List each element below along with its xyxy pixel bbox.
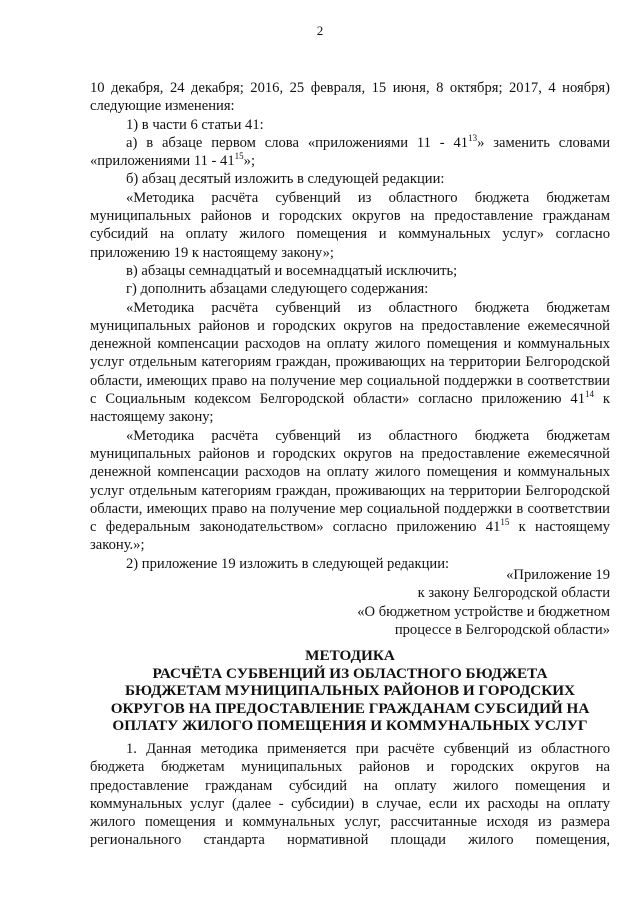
- paragraph-methodology-41-15: «Методика расчёта субвенций из областного бюджета бюджетам муниципальных районов и городских округов на предоставление ежемесячной денежной компенсации расходов на оплату жилого помещения и коммунальных услуг отдельным категориям граждан, проживающих на территории Белгородской области, имеющих право на получение мер социальной поддержки в соответствии с федеральным законодательством» согласно приложению $41^{15}$ к настоящему закону.»;: [90, 427, 610, 554]
- appendix-header: [210, 566, 610, 639]
- methodology-title: [80, 647, 620, 735]
- title-line: ОКРУГОВ НА ПРЕДОСТАВЛЕНИЕ ГРАЖДАНАМ СУБСИДИЙ НА: [110, 699, 590, 717]
- paragraph-intro: 10 декабря, 24 декабря; 2016, 25 февраля, 15 июня, 8 октября; 2017, 4 ноября) следующие изменения:: [90, 80, 610, 115]
- title-line: РАСЧЁТА СУБВЕНЦИЙ ИЗ ОБЛАСТНОГО БЮДЖЕТА: [152, 664, 548, 682]
- methodology-paragraph-1: 1. Данная методика применяется при расчёте субвенций из областного бюджета бюджетам муниципальных районов и городских округов на предоставление гражданам субсидий на оплату жилого помещения и коммунальных услуг (далее - субсидии) в случае, если их расходы на оплату жилого помещения и коммунальных услуг, рассчитанные исходя из размера регионального стандарта нормативной площади жилого помещения,: [90, 741, 610, 849]
- title-line: МЕТОДИКА: [305, 647, 395, 664]
- title-line: ОПЛАТУ ЖИЛОГО ПОМЕЩЕНИЯ И КОММУНАЛЬНЫХ УСЛУГ: [112, 717, 588, 735]
- paragraph-b: б) абзац десятый изложить в следующей редакции:: [126, 171, 445, 188]
- paragraph-v: в) абзацы семнадцатый и восемнадцатый исключить;: [126, 262, 458, 279]
- paragraph-methodology-41-14: «Методика расчёта субвенций из областного бюджета бюджетам муниципальных районов и городских округов на предоставление ежемесячной денежной компенсации расходов на оплату жилого помещения и коммунальных услуг отдельным категориям граждан, проживающих на территории Белгородской области, имеющих право на получение мер социальной поддержки в соответствии с Социальным кодексом Белгородской области» согласно приложению $41^{14}$ к настоящему закону;: [90, 299, 610, 426]
- appendix-line: «Приложение 19: [506, 567, 610, 583]
- paragraph-g: г) дополнить абзацами следующего содержания:: [126, 281, 429, 298]
- methodology-body: [90, 740, 610, 850]
- paragraph-methodology-19: «Методика расчёта субвенций из областного бюджета бюджетам муниципальных районов и городских округов на предоставление гражданам субсидий на оплату жилого помещения и коммунальных услуг» согласно приложению 19 к настоящему закону»;: [90, 189, 610, 261]
- appendix-line: процессе в Белгородской области»: [394, 621, 610, 638]
- appendix-line: «О бюджетном устройстве и бюджетном: [357, 603, 610, 620]
- paragraph-2: 2) приложение 19 изложить в следующей редакции:: [126, 555, 450, 572]
- amendments-text: [90, 79, 610, 573]
- page-number: 2: [316, 23, 324, 38]
- title-line: БЮДЖЕТАМ МУНИЦИПАЛЬНЫХ РАЙОНОВ И ГОРОДСКИХ: [124, 682, 576, 700]
- appendix-line: к закону Белгородской области: [417, 585, 610, 602]
- paragraph-a: а) в абзаце первом слова «приложениями $11 - 41^{13}$» заменить словами «приложениями $11 - 41^{15}$»;: [90, 132, 610, 170]
- paragraph-part6: 1) в части 6 статьи 41:: [126, 116, 264, 133]
